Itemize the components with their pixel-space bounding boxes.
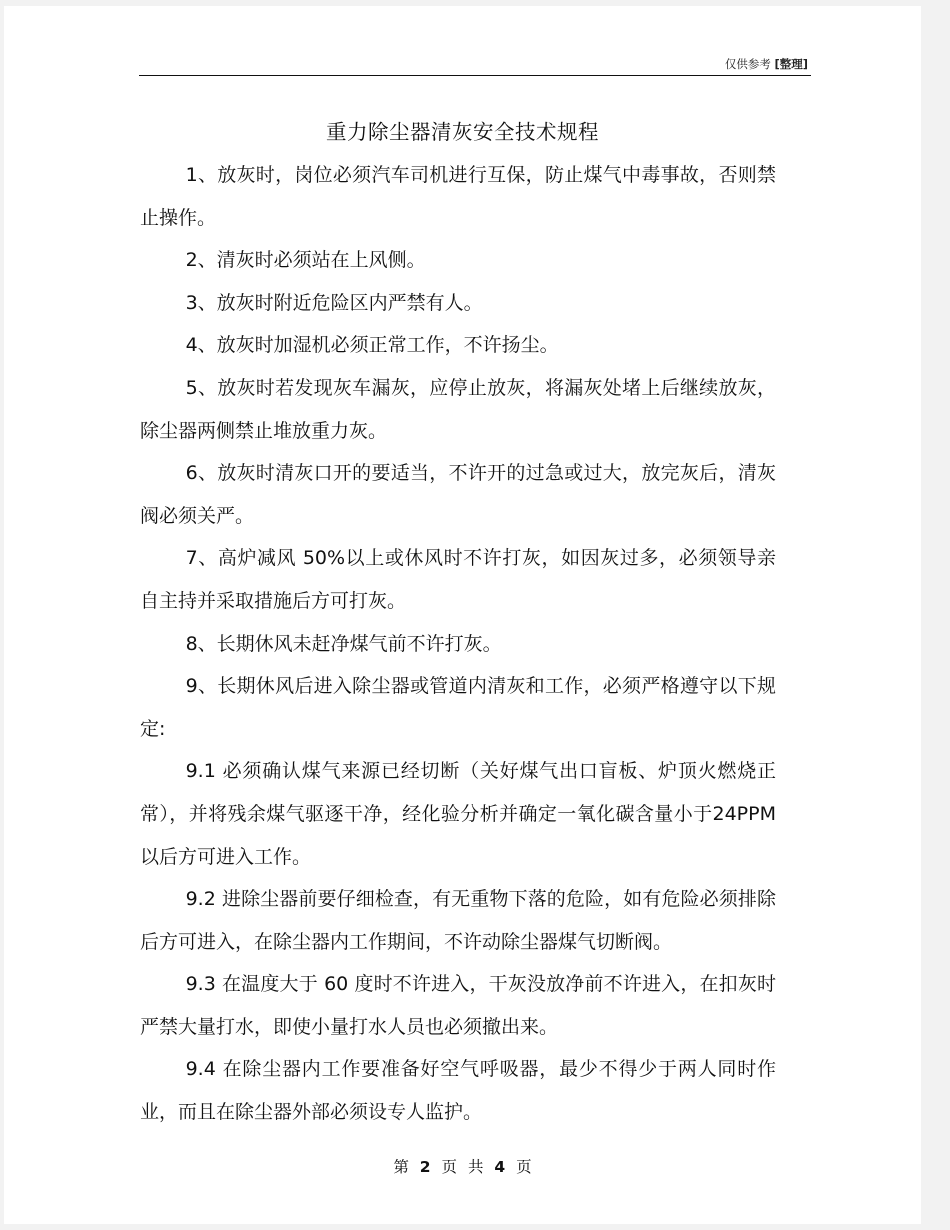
header-rule — [139, 75, 811, 76]
header-note — [725, 56, 808, 72]
document-title: 重力除尘器清灰安全技术规程 — [326, 120, 599, 144]
paragraph-9-1: 9.1 必须确认煤气来源已经切断（关好煤气出口盲板、炉顶火燃烧正常），并将残余煤气驱逐干净，经化验分析并确定一氧化碳含量小于24PPM以后方可进入工作。 — [140, 760, 776, 868]
page-footer — [4, 1155, 921, 1177]
paragraph-9: 9、长期休风后进入除尘器或管道内清灰和工作，必须严格遵守以下规定: — [140, 675, 776, 740]
current-page-number: 2 — [419, 1158, 431, 1176]
paragraph-7: 7、高炉减风 50%以上或休风时不许打灰，如因灰过多，必须领导亲自主持并采取措施后方可打灰。 — [140, 547, 776, 612]
total-pages-number: 4 — [494, 1158, 506, 1176]
footer-prefix: 第 — [393, 1158, 409, 1176]
header-bracket-label: [整理] — [774, 57, 808, 71]
paragraph-2: 2、清灰时必须站在上风侧。 — [185, 249, 426, 272]
paragraph-4: 4、放灰时加湿机必须正常工作，不许扬尘。 — [185, 334, 559, 357]
paragraph-1: 1、放灰时，岗位必须汽车司机进行互保，防止煤气中毒事故，否则禁止操作。 — [140, 164, 776, 229]
paragraph-9-2: 9.2 进除尘器前要仔细检查，有无重物下落的危险，如有危险必须排除后方可进入，在除尘器内工作期间，不许动除尘器煤气切断阀。 — [140, 888, 776, 953]
paragraph-3: 3、放灰时附近危险区内严禁有人。 — [185, 291, 483, 314]
document-body — [140, 154, 776, 1134]
paragraph-9-3: 9.3 在温度大于 60 度时不许进入，干灰没放净前不许进入，在扣灰时严禁大量打水，即使小量打水人员也必须撤出来。 — [140, 973, 776, 1038]
document-page — [4, 6, 921, 1224]
paragraph-8: 8、长期休风未赶净煤气前不许打灰。 — [185, 632, 502, 655]
paragraph-5: 5、放灰时若发现灰车漏灰，应停止放灰，将漏灰处堵上后继续放灰，除尘器两侧禁止堆放重力灰。 — [140, 376, 776, 442]
header-note-text: 仅供参考 — [724, 57, 771, 71]
footer-middle: 页 共 — [441, 1158, 484, 1176]
footer-suffix: 页 — [516, 1158, 532, 1176]
paragraph-6: 6、放灰时清灰口开的要适当，不许开的过急或过大，放完灰后，清灰阀必须关严。 — [140, 462, 776, 527]
paragraph-9-4: 9.4 在除尘器内工作要准备好空气呼吸器，最少不得少于两人同时作业，而且在除尘器外部必须设专人监护。 — [140, 1058, 776, 1124]
